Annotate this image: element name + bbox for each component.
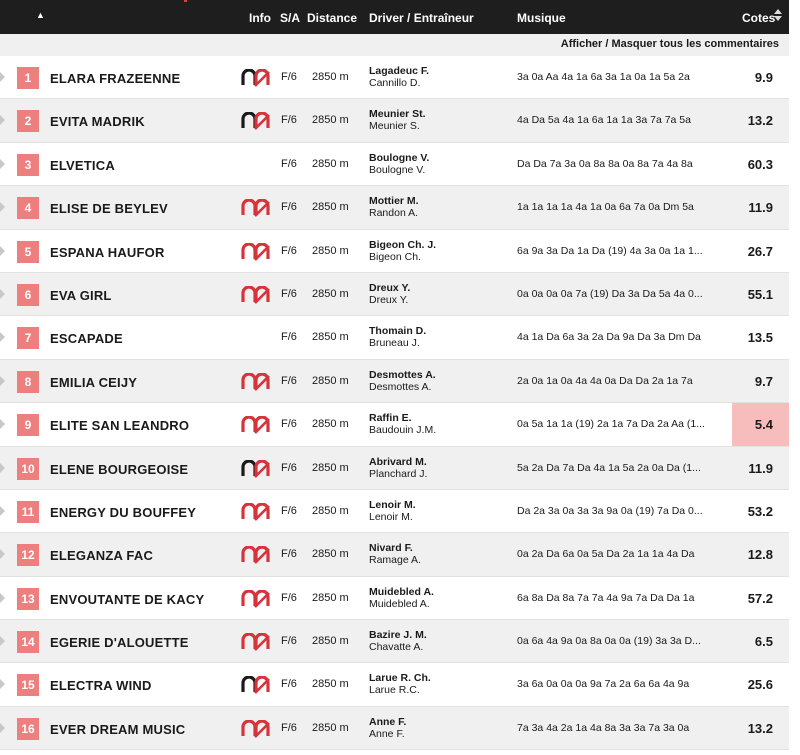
odds-cell (732, 533, 789, 575)
table-row[interactable] (0, 360, 789, 403)
odds-cell (732, 273, 789, 315)
driver-trainer (369, 369, 436, 393)
column-header-cotes[interactable]: Cotes (742, 11, 776, 25)
driver-name[interactable]: Nivard F. (369, 542, 413, 555)
music-record: 0a 6a 4a 9a 0a 8a 0a 0a (19) 3a 3a D... (517, 635, 701, 648)
odds-value: 60.3 (747, 156, 773, 172)
driver-trainer (369, 629, 427, 653)
horse-name[interactable]: ELITE SAN LEANDRO (50, 418, 190, 434)
sex-age: F/6 (281, 418, 297, 431)
horseshoe-red-red-icon (241, 243, 271, 261)
sex-age: F/6 (281, 504, 297, 517)
distance: 2850 m (312, 244, 349, 257)
sex-age: F/6 (281, 331, 297, 344)
music-record: 0a 0a 0a 0a 7a (19) Da 3a Da 5a 4a 0... (517, 287, 703, 300)
column-header-info: Info (249, 11, 271, 25)
column-header-driver: Driver / Entraîneur (369, 11, 474, 25)
runner-number-badge: 13 (17, 588, 39, 610)
table-row[interactable] (0, 99, 789, 142)
driver-trainer (369, 239, 436, 263)
horseshoe-red-red-icon (241, 199, 271, 217)
distance: 2850 m (312, 721, 349, 734)
distance: 2850 m (312, 157, 349, 170)
runner-number-badge: 4 (17, 197, 39, 219)
horse-name[interactable]: EVITA MADRIK (50, 114, 145, 130)
runner-number-badge: 11 (17, 501, 39, 523)
odds-cell (732, 360, 789, 402)
table-row[interactable] (0, 230, 789, 273)
odds-cell (732, 447, 789, 489)
trainer-name: Cannillo D. (369, 77, 421, 89)
driver-trainer (369, 542, 421, 566)
driver-trainer (369, 152, 429, 176)
odds-cell (732, 230, 789, 272)
runner-number-badge: 16 (17, 718, 39, 740)
music-record: 0a 2a Da 6a 0a 5a Da 2a 1a 1a 4a Da (517, 548, 695, 561)
trainer-name: Chavatte A. (369, 641, 424, 654)
driver-name[interactable]: Bazire J. M. (369, 629, 427, 642)
runner-number-badge: 9 (17, 414, 39, 436)
distance: 2850 m (312, 114, 349, 127)
sex-age: F/6 (281, 287, 297, 300)
horseshoe-black-red-icon (241, 112, 271, 130)
odds-value: 13.2 (747, 113, 773, 129)
horseshoe-red-red-icon (241, 633, 271, 651)
driver-trainer (369, 586, 434, 610)
sort-cotes-icon[interactable] (774, 9, 782, 23)
sex-age: F/6 (281, 374, 297, 387)
music-record: 6a 8a Da 8a 7a 7a 4a 9a 7a Da Da 1a (517, 591, 695, 604)
driver-name[interactable]: Abrivard M. (369, 455, 427, 468)
horseshoe-red-red-icon (241, 590, 271, 608)
odds-cell (732, 490, 789, 532)
horseshoe-black-red-icon (241, 69, 271, 87)
odds-value: 11.9 (748, 200, 773, 216)
horseshoe-red-red-icon (241, 373, 271, 391)
sex-age: F/6 (281, 548, 297, 561)
distance: 2850 m (312, 374, 349, 387)
driver-trainer (369, 195, 419, 219)
table-row[interactable] (0, 316, 789, 359)
distance: 2850 m (312, 504, 349, 517)
horse-name[interactable]: ESPANA HAUFOR (50, 244, 165, 260)
column-header-distance: Distance (307, 11, 358, 25)
driver-name[interactable]: Lenoir M. (369, 498, 416, 511)
horse-name[interactable]: ELARA FRAZEENNE (50, 71, 181, 86)
expand-chevron-icon[interactable] (0, 419, 5, 429)
driver-trainer (369, 325, 426, 349)
sex-age: F/6 (281, 591, 297, 604)
distance: 2850 m (312, 71, 349, 83)
expand-chevron-icon[interactable] (0, 72, 5, 82)
expand-chevron-icon[interactable] (0, 463, 5, 473)
odds-cell (732, 707, 789, 749)
trainer-name: Larue R.C. (369, 684, 420, 697)
trainer-name: Planchard J. (369, 467, 428, 480)
trainer-name: Anne F. (369, 727, 405, 740)
sort-number-icon[interactable]: ▲ (36, 10, 45, 20)
horse-name[interactable]: ELENE BOURGEOISE (50, 461, 189, 477)
odds-value: 55.1 (747, 286, 773, 302)
runner-number-badge: 10 (17, 458, 39, 480)
runner-number-badge: 2 (17, 110, 39, 132)
table-row[interactable] (0, 56, 789, 99)
odds-value: 13.5 (747, 330, 773, 346)
horseshoe-red-red-icon (241, 503, 271, 521)
odds-value: 13.2 (747, 720, 773, 736)
expand-chevron-icon[interactable] (0, 636, 5, 646)
trainer-name: Baudouin J.M. (369, 424, 437, 437)
music-record: 5a 2a Da 7a Da 4a 1a 5a 2a 0a Da (1... (517, 461, 701, 474)
sex-age: F/6 (281, 635, 297, 648)
odds-cell (732, 316, 789, 358)
expand-chevron-icon[interactable] (0, 332, 5, 342)
runners-table (0, 56, 789, 750)
music-record: Da 2a 3a 0a 3a 3a 9a 0a (19) 7a Da 0... (517, 504, 703, 517)
odds-cell (732, 577, 789, 619)
horseshoe-red-red-icon (241, 416, 271, 434)
trainer-name: Dreux Y. (369, 293, 409, 306)
expand-chevron-icon[interactable] (0, 593, 5, 603)
music-record: Da Da 7a 3a 0a 8a 8a 0a 8a 7a 4a 8a (517, 157, 693, 170)
runner-number-badge: 7 (17, 327, 39, 349)
runner-number-badge: 8 (17, 371, 39, 393)
runner-number-badge: 15 (17, 674, 39, 696)
driver-name[interactable]: Meunier St. (369, 108, 426, 121)
odds-cell (732, 99, 789, 141)
expand-chevron-icon[interactable] (0, 376, 5, 386)
expand-chevron-icon[interactable] (0, 202, 5, 212)
driver-name[interactable]: Boulogne V. (369, 151, 430, 164)
horse-name[interactable]: ESCAPADE (50, 331, 123, 347)
horseshoe-none-icon (241, 156, 271, 174)
table-row[interactable] (0, 577, 789, 620)
horse-name[interactable]: ENVOUTANTE DE KACY (50, 591, 205, 607)
sex-age: F/6 (281, 244, 297, 257)
table-row[interactable] (0, 620, 789, 663)
odds-value: 57.2 (747, 590, 773, 606)
horse-name[interactable]: ELISE DE BEYLEV (50, 201, 168, 217)
distance: 2850 m (312, 201, 349, 214)
driver-name[interactable]: Mottier M. (369, 195, 419, 208)
toggle-comments-link[interactable]: Afficher / Masquer tous les commentaires (560, 38, 779, 50)
horse-name[interactable]: EVA GIRL (50, 287, 112, 303)
odds-value: 12.8 (747, 547, 773, 563)
table-row[interactable] (0, 447, 789, 490)
odds-cell (732, 620, 789, 662)
driver-name[interactable]: Lagadeuc F. (369, 65, 430, 77)
column-header-sa: S/A (280, 11, 301, 25)
sex-age: F/6 (281, 678, 297, 691)
sex-age: F/6 (281, 461, 297, 474)
odds-cell (732, 403, 789, 445)
music-record: 4a 1a Da 6a 3a 2a Da 9a Da 3a Dm Da (517, 331, 701, 344)
trainer-name: Meunier S. (369, 120, 420, 133)
sex-age: F/6 (281, 71, 297, 83)
column-header-music: Musique (517, 11, 566, 25)
table-row[interactable] (0, 273, 789, 316)
table-row[interactable] (0, 533, 789, 576)
comments-toolbar (0, 34, 789, 56)
driver-name[interactable]: Desmottes A. (369, 368, 436, 381)
trainer-name: Bigeon Ch. (369, 250, 421, 263)
table-row[interactable] (0, 403, 789, 446)
horse-name[interactable]: EVER DREAM MUSIC (50, 721, 186, 737)
music-record: 3a 0a Aa 4a 1a 6a 3a 1a 0a 1a 5a 2a (517, 71, 690, 83)
odds-value: 6.5 (754, 634, 773, 650)
expand-chevron-icon[interactable] (0, 679, 5, 689)
horseshoe-red-red-icon (241, 286, 271, 304)
distance: 2850 m (312, 591, 349, 604)
driver-name[interactable]: Larue R. Ch. (369, 672, 431, 685)
odds-value: 26.7 (747, 243, 773, 259)
music-record: 1a 1a 1a 1a 4a 1a 0a 6a 7a 0a Dm 5a (517, 201, 694, 214)
driver-trainer (369, 412, 436, 436)
music-record: 2a 0a 1a 0a 4a 4a 0a Da Da 2a 1a 7a (517, 374, 693, 387)
expand-chevron-icon[interactable] (0, 246, 5, 256)
horseshoe-black-red-icon (241, 460, 271, 478)
horse-name[interactable]: ELVETICA (50, 157, 115, 173)
horse-name[interactable]: ENERGY DU BOUFFEY (50, 504, 197, 520)
odds-cell (732, 663, 789, 705)
odds-value: 53.2 (747, 503, 773, 519)
odds-cell (732, 186, 789, 228)
sex-age: F/6 (281, 721, 297, 734)
driver-name[interactable]: Raffin E. (369, 412, 412, 425)
trainer-name: Bruneau J. (369, 337, 420, 350)
odds-value: 9.9 (754, 70, 773, 85)
driver-trainer (369, 716, 406, 740)
driver-trainer (369, 282, 410, 306)
horseshoe-black-red-icon (241, 676, 271, 694)
expand-chevron-icon[interactable] (0, 723, 5, 733)
trainer-name: Lenoir M. (369, 510, 413, 523)
scrollbar[interactable] (789, 0, 800, 755)
driver-name[interactable]: Anne F. (369, 715, 407, 728)
music-record: 6a 9a 3a Da 1a Da (19) 4a 3a 0a 1a 1... (517, 244, 703, 257)
music-record: 4a Da 5a 4a 1a 6a 1a 1a 3a 7a 7a 5a (517, 114, 691, 127)
table-row[interactable] (0, 663, 789, 706)
distance: 2850 m (312, 461, 349, 474)
distance: 2850 m (312, 418, 349, 431)
driver-name[interactable]: Muidebled A. (369, 585, 434, 598)
music-record: 3a 6a 0a 0a 0a 9a 7a 2a 6a 6a 4a 9a (517, 678, 690, 691)
runner-number-badge: 3 (17, 154, 39, 176)
music-record: 7a 3a 4a 2a 1a 4a 8a 3a 3a 7a 3a 0a (517, 721, 690, 734)
distance: 2850 m (312, 548, 349, 561)
driver-trainer (369, 108, 426, 132)
horseshoe-none-icon (241, 329, 271, 347)
horse-name[interactable]: EMILIA CEIJY (50, 374, 138, 390)
trainer-name: Ramage A. (369, 554, 421, 567)
odds-value: 11.9 (748, 460, 773, 476)
expand-chevron-icon[interactable] (0, 506, 5, 516)
horse-name[interactable]: ELECTRA WIND (50, 678, 152, 694)
driver-name[interactable]: Bigeon Ch. J. (369, 238, 437, 251)
distance: 2850 m (312, 635, 349, 648)
runner-number-badge: 1 (17, 67, 39, 89)
distance: 2850 m (312, 678, 349, 691)
odds-cell (732, 56, 789, 98)
driver-trainer (369, 65, 429, 89)
driver-trainer (369, 456, 427, 480)
expand-chevron-icon[interactable] (0, 289, 5, 299)
odds-value: 5.4 (754, 417, 773, 433)
horse-name[interactable]: EGERIE D'ALOUETTE (50, 635, 189, 651)
accent-mark (184, 0, 187, 2)
driver-trainer (369, 499, 416, 523)
driver-trainer (369, 672, 431, 696)
driver-name[interactable]: Thomain D. (369, 325, 427, 338)
trainer-name: Desmottes A. (369, 380, 432, 393)
horseshoe-red-red-icon (241, 720, 271, 738)
expand-chevron-icon[interactable] (0, 159, 5, 169)
runner-number-badge: 14 (17, 631, 39, 653)
table-header (0, 0, 789, 34)
horseshoe-red-red-icon (241, 546, 271, 564)
sex-age: F/6 (281, 201, 297, 214)
trainer-name: Boulogne V. (369, 163, 426, 176)
expand-chevron-icon[interactable] (0, 115, 5, 125)
sex-age: F/6 (281, 114, 297, 127)
odds-cell (732, 143, 789, 185)
expand-chevron-icon[interactable] (0, 549, 5, 559)
horse-name[interactable]: ELEGANZA FAC (50, 548, 154, 564)
driver-name[interactable]: Dreux Y. (369, 281, 411, 294)
distance: 2850 m (312, 287, 349, 300)
table-row[interactable] (0, 143, 789, 186)
table-row[interactable] (0, 490, 789, 533)
runner-number-badge: 6 (17, 284, 39, 306)
table-row[interactable] (0, 707, 789, 750)
runner-number-badge: 5 (17, 241, 39, 263)
table-row[interactable] (0, 186, 789, 229)
odds-value: 25.6 (747, 677, 773, 693)
sex-age: F/6 (281, 157, 297, 170)
trainer-name: Muidebled A. (369, 597, 430, 610)
trainer-name: Randon A. (369, 207, 419, 220)
runner-number-badge: 12 (17, 544, 39, 566)
distance: 2850 m (312, 331, 349, 344)
music-record: 0a 5a 1a 1a (19) 2a 1a 7a Da 2a Aa (1... (517, 418, 705, 431)
odds-value: 9.7 (754, 373, 773, 389)
